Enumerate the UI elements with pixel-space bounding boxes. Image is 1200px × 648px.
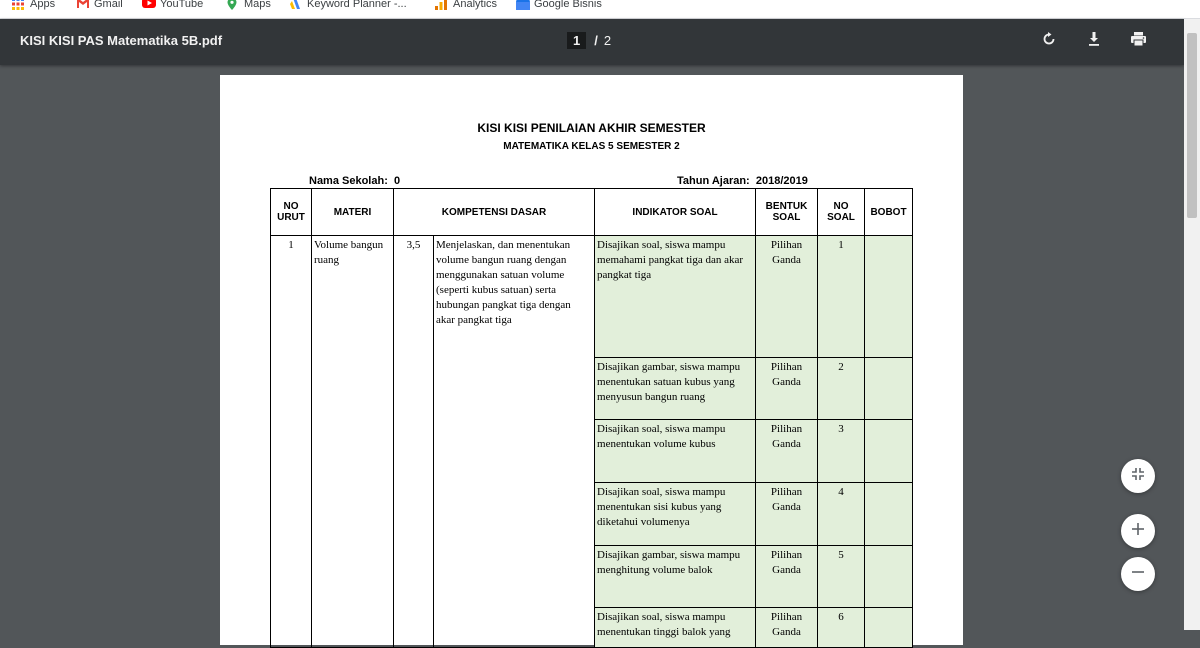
cell-indikator: Disajikan gambar, siswa mampu menentukan satuan kubus yang menyusun bangun ruang (595, 358, 756, 420)
fit-to-page-icon (1131, 467, 1145, 486)
year-info (677, 175, 808, 187)
cell-bobot (865, 483, 913, 546)
pdf-page (220, 75, 963, 645)
vertical-scrollbar[interactable] (1184, 19, 1200, 630)
cell-bentuk: Pilihan Ganda (756, 236, 818, 358)
bookmark-keyword-planner[interactable] (289, 0, 407, 13)
cell-kd-code: 3,5 (394, 236, 434, 648)
school-info (309, 175, 400, 187)
cell-kd-text: Menjelaskan, dan menentukan volume bangun ruang dengan menggunakan satuan volume (seperti kubus satuan) serta hubungan pangkat tiga dengan akar pangkat tiga (434, 236, 595, 648)
cell-indikator: Disajikan soal, siswa mampu menentukan sisi kubus yang diketahui volumenya (595, 483, 756, 546)
cell-bentuk: Pilihan Ganda (756, 483, 818, 546)
cell-no-urut: 1 (271, 236, 312, 648)
cell-bobot (865, 358, 913, 420)
document-subtitle: MATEMATIKA KELAS 5 SEMESTER 2 (503, 141, 680, 152)
bookmark-label: YouTube (160, 0, 204, 10)
cell-bobot (865, 420, 913, 483)
google-ads-icon (289, 0, 301, 10)
cell-bentuk: Pilihan Ganda (756, 358, 818, 420)
cell-no-soal: 4 (818, 483, 865, 546)
download-icon (1086, 31, 1102, 52)
year-label: Tahun Ajaran: (677, 175, 750, 187)
bookmark-label: Analytics (453, 0, 498, 10)
cell-bentuk: Pilihan Ganda (756, 420, 818, 483)
scrollbar-thumb[interactable] (1187, 33, 1197, 218)
pdf-toolbar (0, 19, 1184, 65)
header-indikator-soal: INDIKATOR SOAL (595, 189, 756, 236)
print-icon (1130, 31, 1147, 52)
zoom-out-icon (1131, 565, 1145, 584)
maps-pin-icon (226, 0, 238, 10)
bookmarks-bar (0, 0, 1200, 19)
cell-indikator: Disajikan soal, siswa mampu memahami pangkat tiga dan akar pangkat tiga (595, 236, 756, 358)
google-business-icon (516, 0, 528, 10)
page-separator: / (594, 33, 598, 48)
bookmark-label: Apps (30, 0, 56, 10)
bookmark-google-bisnis[interactable] (516, 0, 602, 13)
rotate-button[interactable] (1039, 31, 1059, 51)
bookmark-maps[interactable] (226, 0, 271, 13)
cell-bobot (865, 546, 913, 608)
cell-indikator: Disajikan soal, siswa mampu menentukan tinggi balok yang (595, 608, 756, 648)
bookmark-label: Maps (244, 0, 271, 10)
cell-no-soal: 2 (818, 358, 865, 420)
file-title: KISI KISI PAS Matematika 5B.pdf (20, 33, 223, 48)
bookmark-gmail[interactable] (76, 0, 123, 13)
cell-bentuk: Pilihan Ganda (756, 546, 818, 608)
fit-to-page-button[interactable] (1121, 459, 1155, 493)
school-value: 0 (394, 175, 401, 187)
header-no-urut: NO URUT (271, 189, 312, 236)
cell-bentuk: Pilihan Ganda (756, 608, 818, 648)
kisi-kisi-table (270, 188, 913, 648)
rotate-icon (1041, 31, 1057, 52)
table-header-row (271, 189, 913, 236)
apps-grid-icon (12, 0, 24, 10)
bookmark-label: Keyword Planner -... (307, 0, 407, 10)
bookmark-label: Google Bisnis (534, 0, 602, 10)
header-bentuk-soal: BENTUK SOAL (756, 189, 818, 236)
cell-no-soal: 5 (818, 546, 865, 608)
bookmark-label: Gmail (94, 0, 123, 10)
header-bobot: BOBOT (865, 189, 913, 236)
zoom-in-icon (1131, 522, 1145, 541)
header-no-soal: NO SOAL (818, 189, 865, 236)
document-title: KISI KISI PENILAIAN AKHIR SEMESTER (477, 121, 706, 135)
cell-bobot (865, 608, 913, 648)
bookmark-apps[interactable] (12, 0, 55, 13)
table-row (271, 236, 913, 358)
print-button[interactable] (1128, 31, 1148, 51)
cell-indikator: Disajikan soal, siswa mampu menentukan volume kubus (595, 420, 756, 483)
download-button[interactable] (1084, 31, 1104, 51)
gmail-icon (76, 0, 88, 10)
zoom-out-button[interactable] (1121, 557, 1155, 591)
year-value: 2018/2019 (755, 175, 808, 187)
cell-bobot (865, 236, 913, 358)
bookmark-youtube[interactable] (142, 0, 203, 13)
cell-no-soal: 6 (818, 608, 865, 648)
cell-no-soal: 3 (818, 420, 865, 483)
cell-materi: Volume bangun ruang (312, 236, 394, 648)
page-indicator (567, 32, 611, 49)
header-materi: MATERI (312, 189, 394, 236)
total-pages: 2 (603, 33, 612, 48)
bookmark-analytics[interactable] (435, 0, 497, 13)
current-page-input[interactable]: 1 (567, 32, 586, 49)
cell-no-soal: 1 (818, 236, 865, 358)
youtube-icon (142, 0, 154, 10)
zoom-in-button[interactable] (1121, 514, 1155, 548)
analytics-icon (435, 0, 447, 10)
header-kompetensi-dasar: KOMPETENSI DASAR (394, 189, 595, 236)
cell-indikator: Disajikan gambar, siswa mampu menghitung volume balok (595, 546, 756, 608)
school-label: Nama Sekolah: (309, 175, 388, 187)
